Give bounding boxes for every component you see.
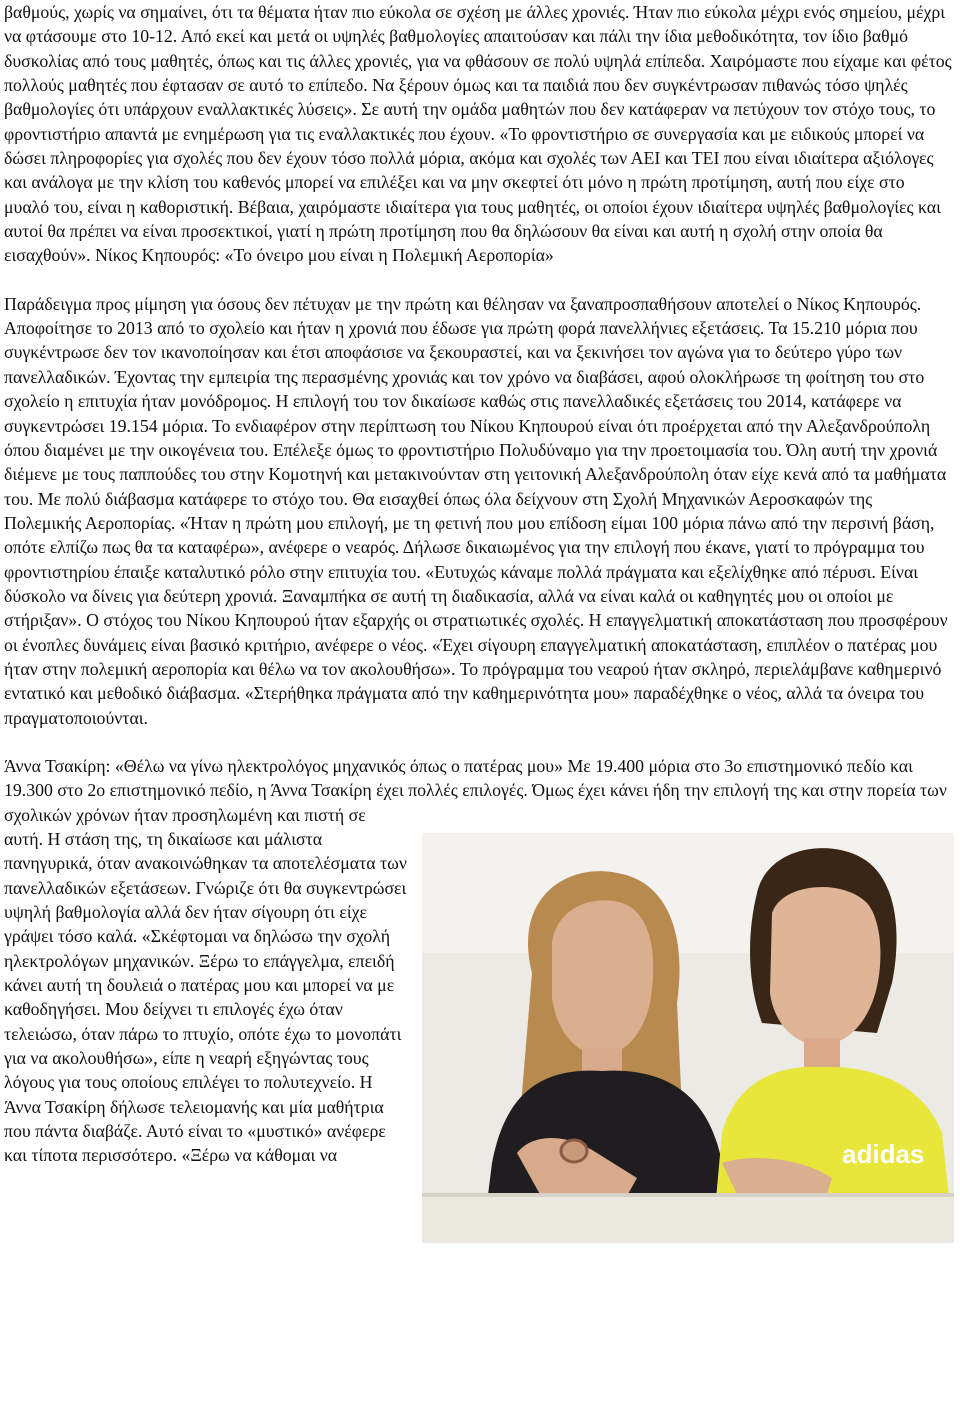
photo-table-edge [422,1193,954,1197]
students-photo-illustration [422,833,954,1243]
photo-wristwatch [561,1140,587,1162]
article-paragraph-3-intro: Άννα Τσακίρη: «Θέλω να γίνω ηλεκτρολόγος μηχανικός όπως ο πατέρας μου» Με 19.400 μόρια στο 3ο επιστημονικό πεδίο και 19.300 στο 2ο επιστημονικό πεδίο, η Άννα Τσακίρη έχει πολλές επιλογές. Όμως έχει κάνει ήδη την επιλογή της και στην πορεία των σχολικών χρόνων ήταν προσηλωμένη και πιστή σε [4,755,947,825]
photo-table [422,1195,954,1243]
photo-wrap-zone [4,827,954,1168]
photo-shirt-logo: adidas [842,1139,925,1169]
article-paragraph-3-wrapped: αυτή. Η στάση της, τη δικαίωσε και μάλιστα πανηγυρικά, όταν ανακοινώθηκαν τα αποτελέσματα των πανελλαδικών εξετάσεων. Γνώριζε ότι θα συγκεντρώσει υψηλή βαθμολογία αλλά δεν ήταν σίγουρη ότι είχε γράψει τόσο καλά. «Σκέφτομαι να δηλώσω την σχολή ηλεκτρολόγων μηχανικών. Ξέρω το επάγγελμα, επειδή κάνει αυτή τη δουλειά ο πατέρας μου και μπορεί να με καθοδηγήσει. Μου δείχνει τι επιλογές έχω όταν τελειώσω, όταν πάρω το πτυχίο, οπότε έχω το μονοπάτι για να ακολουθήσω», είπε η νεαρή εξηγώντας τους λόγους για τους οποίους επιλέγει το πολυτεχνείο. Η Άννα Τσακίρη δήλωσε τελειομανής και μία μαθήτρια που πάντα διαβάζε. Αυτό είναι το «μυστικό» ανέφερε και τίποτα περισσότερο. «Ξέρω να κάθομαι να [4,829,407,1166]
paragraph-gap [4,268,954,292]
article-page [4,0,954,1251]
photo-face-left [552,900,653,1055]
article-paragraph-1: βαθμούς, χωρίς να σημαίνει, ότι τα θέματα ήταν πιο εύκολα σε σχέση με άλλες χρονιές. Ήταν πιο εύκολα μέχρι ενός σημείου, μέχρι να φτάσουμε στο 10-12. Από εκεί και μετά οι υψηλές βαθμολογίες απαιτούσαν και πάλι την ίδια μεθοδικότητα, τον ίδιο βαθμό δυσκολίας από τους μαθητές, όπως και τις άλλες χρονιές, για να φθάσουν σε πολύ υψηλά επίπεδα. Χαιρόμαστε που είχαμε και φέτος πολλούς μαθητές που έφτασαν σε αυτό το επίπεδο. Να ξέρουν όμως και τα παιδιά που δεν συγκέντρωσαν πιθανώς τόσο ψηλές βαθμολογίες ότι υπάρχουν εναλλακτικές λύσεις». Σε αυτή την ομάδα μαθητών που δεν κατάφεραν να πετύχουν τον στόχο τους, το φροντιστήριο απαντά με ενημέρωση για τις εναλλακτικές που έχουν. «Το φροντιστήριο σε συνεργασία και με ειδικούς μπορεί να δώσει πληροφορίες για σχολές που δεν έχουν τόσο πολλά μόρια, ακόμα και σχολές των ΑΕΙ και ΤΕΙ που είναι ιδιαίτερα αξιόλογες και ανάλογα με την κλίση του καθενός μπορεί να επιλέξει και να μην σκεφτεί ότι μόνο η πρώτη προτίμηση, αυτή που είχε στο μυαλό του, είναι η καθοριστική. Βέβαια, χαιρόμαστε ιδιαίτερα για τους μαθητές, οι οποίοι έχουν ιδιαίτερα υψηλές βαθμολογίες και αυτοί θα πρέπει να είναι προσεκτικοί, γιατί η πρώτη προτίμηση που θα δηλώσουν θα είναι και αυτή η σχολή στην οποία θα εισαχθούν». Νίκος Κηπουρός: «Το όνειρο μου είναι η Πολεμική Αεροπορία» [4,2,952,266]
article-paragraph-2: Παράδειγμα προς μίμηση για όσους δεν πέτυχαν με την πρώτη και θέλησαν να ξαναπροσπαθήσουν αποτελεί ο Νίκος Κηπουρός. Αποφοίτησε το 2013 από το σχολείο και ήταν η χρονιά που έδωσε για πρώτη φορά πανελλήνιες εξετάσεις. Τα 15.210 μόρια που συγκέντρωσε δεν τον ικανοποίησαν και έτσι αποφάσισε να ξεκουραστεί, και να ξεκινήσει τον αγώνα για το δεύτερο γύρο των πανελλαδικών. Έχοντας την εμπειρία της περασμένης χρονιάς και τον χρόνο να διαβάσει, αφού ολοκλήρωσε τη φοίτηση του στο σχολείο η επιτυχία ήταν μονόδρομος. Η επιλογή του τον δικαίωσε καθώς στις πανελλαδικές εξετάσεις του 2014, κατάφερε να συγκεντρώσει 19.154 μόρια. Το ενδιαφέρον στην περίπτωση του Νίκου Κηπουρού είναι ότι προέρχεται από την Αλεξανδρούπολη όπου διαμένει με την οικογένεια του. Επέλεξε όμως το φροντιστήριο Πολυδύναμο για την προετοιμασία του. Όλη αυτή την χρονιά διέμενε με τους παππούδες του στην Κομοτηνή και μετακινούνταν στη γειτονική Αλεξανδρούπολη όταν είχε κενά από τα μαθήματα του. Με πολύ διάβασμα κατάφερε το στόχο του. Θα εισαχθεί όπως όλα δείχνουν στη Σχολή Μηχανικών Αεροσκαφών της Πολεμικής Αεροπορίας. «Ήταν η πρώτη μου επιλογή, με τη φετινή που μου επίδοση είμαι 100 μόρια πάνω από την περσινή βάση, οπότε ελπίζω πως θα τα καταφέρω», ανέφερε ο νεαρός. Δήλωσε δικαιωμένος για την επιλογή που έκανε, γιατί το πρόγραμμα του φροντιστηρίου έπαιξε καταλυτικό ρόλο στην επιτυχία του. «Ευτυχώς κάναμε πολλά πράγματα και εξελίχθηκε από πέρυσι. Είναι δύσκολο να δίνεις για δεύτερη χρονιά. Ξαναμπήκα σε αυτή τη διαδικασία, αλλά να είναι καλά οι καθηγητές μου οι οποίοι με στήριξαν». Ο στόχος του Νίκου Κηπουρού ήταν εξαρχής οι στρατιωτικές σχολές. Η επαγγελματική αποκατάσταση που προσφέρουν οι ένοπλες δυνάμεις είναι βασικό κριτήριο, ανέφερε ο νέος. «Έχει σίγουρη επαγγελματική αποκατάσταση, επιπλέον ο πατέρας μου ήταν στην πολεμική αεροπορία και θέλω να τον ακολουθήσω». Το πρόγραμμα του νεαρού ήταν σκληρό, περιελάμβανε καθημερινό εντατικό και μεθοδικό διάβασμα. «Στερήθηκα πράγματα από την καθημερινότητα μου» παραδέχθηκε ο νέος, αλλά τα όνειρα του πραγματοποιούνται. [4,293,948,728]
students-photo [422,833,954,1243]
paragraph-gap [4,730,954,754]
